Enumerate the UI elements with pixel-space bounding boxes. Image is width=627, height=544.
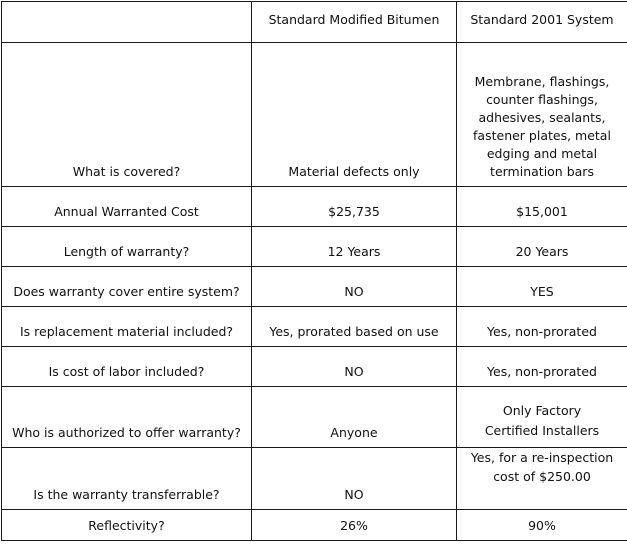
row-label-reflectivity: Reflectivity? (2, 510, 252, 541)
cell-modified-bitumen-replacement-material: Yes, prorated based on use (252, 307, 457, 347)
table-row (2, 347, 627, 387)
row-label-labor: Is cost of labor included? (2, 347, 252, 387)
row-label-entire-system: Does warranty cover entire system? (2, 267, 252, 307)
table-row (2, 307, 627, 347)
row-label-length: Length of warranty? (2, 227, 252, 267)
cell-2001-system-annual-cost: $15,001 (457, 187, 627, 227)
row-label-replacement-material: Is replacement material included? (2, 307, 252, 347)
cell-modified-bitumen-transferrable: NO (252, 448, 457, 510)
table-header-row (2, 2, 627, 43)
cell-modified-bitumen-entire-system: NO (252, 267, 457, 307)
cell-2001-system-labor: Yes, non-prorated (457, 347, 627, 387)
warranty-comparison-table (1, 1, 627, 541)
header-2001-system: Standard 2001 System (457, 2, 627, 43)
table-row (2, 187, 627, 227)
cell-modified-bitumen-authorized: Anyone (252, 387, 457, 448)
row-label-authorized: Who is authorized to offer warranty? (2, 387, 252, 448)
cell-2001-system-entire-system: YES (457, 267, 627, 307)
table-row (2, 448, 627, 510)
row-label-transferrable: Is the warranty transferrable? (2, 448, 252, 510)
row-label-coverage: What is covered? (2, 43, 252, 187)
table-row (2, 267, 627, 307)
table-row (2, 227, 627, 267)
header-modified-bitumen: Standard Modified Bitumen (252, 2, 457, 43)
cell-modified-bitumen-annual-cost: $25,735 (252, 187, 457, 227)
cell-modified-bitumen-labor: NO (252, 347, 457, 387)
table-row (2, 510, 627, 541)
cell-2001-system-authorized: Only Factory Certified Installers (457, 387, 627, 448)
cell-modified-bitumen-length: 12 Years (252, 227, 457, 267)
cell-2001-system-reflectivity: 90% (457, 510, 627, 541)
cell-2001-system-length: 20 Years (457, 227, 627, 267)
cell-2001-system-replacement-material: Yes, non-prorated (457, 307, 627, 347)
cell-modified-bitumen-coverage: Material defects only (252, 43, 457, 187)
header-corner-cell (2, 2, 252, 43)
cell-modified-bitumen-reflectivity: 26% (252, 510, 457, 541)
cell-2001-system-transferrable: Yes, for a re-inspection cost of $250.00 (457, 448, 627, 510)
row-label-annual-cost: Annual Warranted Cost (2, 187, 252, 227)
table-row (2, 387, 627, 448)
cell-2001-system-coverage: Membrane, flashings, counter flashings, adhesives, sealants, fastener plates, metal edging and metal termination bars (457, 43, 627, 187)
table-row (2, 43, 627, 187)
